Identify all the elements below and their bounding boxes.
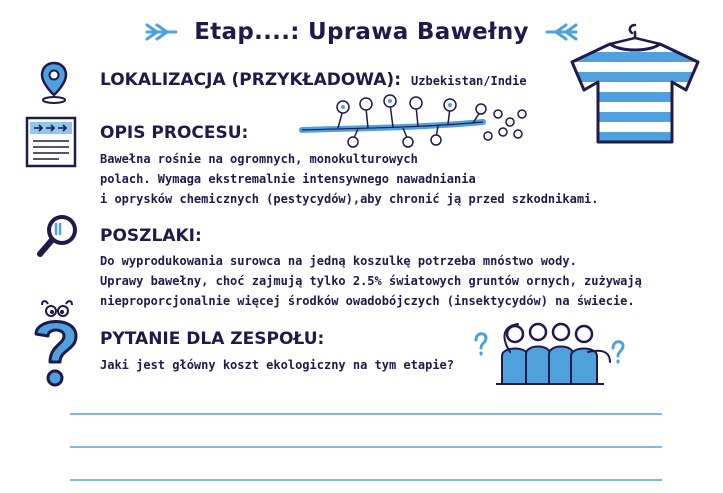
location-row xyxy=(100,70,527,90)
process-description xyxy=(100,149,599,209)
location-label: LOKALIZACJA (PRZYKŁADOWA): xyxy=(100,70,402,90)
process-line: polach. Wymaga ekstremalnie intensywnego nawadniania xyxy=(100,172,476,186)
location-value: Uzbekistan/Indie xyxy=(411,74,527,88)
document-icon xyxy=(24,115,80,171)
process-heading: OPIS PROCESU: xyxy=(100,123,249,143)
cotton-branch-icon xyxy=(298,94,533,149)
question-mark-icon xyxy=(30,300,82,392)
arrows-right-icon xyxy=(144,22,180,42)
location-pin-icon xyxy=(38,60,70,106)
process-line: Bawełna rośnie na ogromnych, monokulturowych xyxy=(100,152,418,166)
process-line: i oprysków chemicznych (pestycydów),aby chronić ją przed szkodnikami. xyxy=(100,192,599,206)
clues-heading: POSZLAKI: xyxy=(100,226,202,246)
question-text: Jaki jest główny koszt ekologiczny na tym etapie? xyxy=(100,358,455,372)
clue-line: Uprawy bawełny, choć zajmują tylko 2.5% światowych gruntów ornych, zużywają xyxy=(100,274,642,288)
page-title: Etap....: Uprawa Bawełny xyxy=(194,19,529,45)
answer-line xyxy=(70,413,662,415)
clue-line: Do wyprodukowania surowca na jedną koszulkę potrzeba mnóstwo wody. xyxy=(100,254,577,268)
answer-line xyxy=(70,479,662,481)
clues-description xyxy=(100,251,642,311)
question-heading: PYTANIE DLA ZESPOŁU: xyxy=(100,329,325,349)
tshirt-icon xyxy=(560,22,710,147)
team-icon xyxy=(470,318,635,390)
answer-line xyxy=(70,446,662,448)
clue-line: nieproporcjonalnie więcej środków owadobójczych (insektycydów) na świecie. xyxy=(100,294,635,308)
magnifier-icon xyxy=(34,212,82,260)
